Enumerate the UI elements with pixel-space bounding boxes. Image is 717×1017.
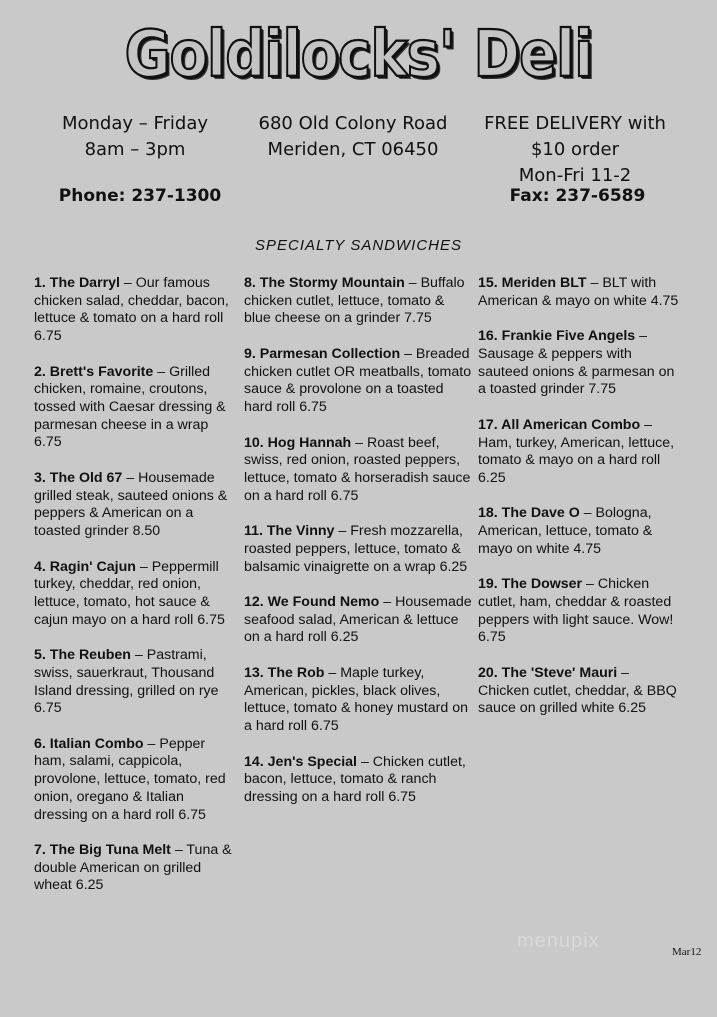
item-desc: Ham, turkey, American, lettuce, tomato & mayo on a hard roll 6.25 — [478, 434, 675, 486]
delivery-line-1: FREE DELIVERY with — [484, 113, 666, 134]
menu-item: 1. The Darryl – Our famous chicken salad, cheddar, bacon, lettuce & tomato on a hard roll 6.75 — [34, 275, 229, 345]
item-desc: BLT with American & mayo on white 4.75 — [478, 275, 679, 309]
item-desc: Grilled chicken, romaine, croutons, tossed with Caesar dressing & parmesan cheese in a wrap 6.75 — [34, 363, 226, 451]
menu-item: 4. Ragin' Cajun – Peppermill turkey, cheddar, red onion, lettuce, tomato, hot sauce & cajun mayo on a hard roll 6.75 — [34, 558, 225, 628]
menu-item: 3. The Old 67 – Housemade grilled steak, sauteed onions & peppers & American on a toasted grinder 8.50 — [34, 469, 228, 540]
item-name: 1. The Darryl — [34, 275, 120, 291]
menu-item: 10. Hog Hannah – Roast beef, swiss, red onion, roasted peppers, lettuce, tomato & horseradish sauce on a hard roll 6.75 — [244, 434, 471, 504]
hours-block — [45, 111, 225, 163]
delivery-line-3: Mon-Fri 11-2 — [518, 165, 632, 186]
item-desc: Peppermill turkey, cheddar, red onion, lettuce, tomato, hot sauce & cajun mayo on a hard roll 6.75 — [34, 558, 225, 628]
item-name: 3. The Old 67 — [34, 469, 123, 486]
menu-item: 14. Jen's Special – Chicken cutlet, bacon, lettuce, tomato & ranch dressing on a hard roll 6.75 — [244, 753, 466, 805]
item-desc: Fresh mozzarella, roasted peppers, lettuce, tomato & balsamic vinaigrette on a wrap 6.25 — [244, 523, 468, 575]
item-desc: Bologna, American, lettuce, tomato & mayo on white 4.75 — [478, 505, 653, 557]
deli-title: Goldilocks' Deli — [124, 17, 593, 92]
item-name: 12. We Found Nemo — [244, 594, 380, 611]
menu-item: 16. Frankie Five Angels – Sausage & peppers with sauteed onions & parmesan on a toasted grinder 7.75 — [478, 328, 675, 398]
item-name: 6. Italian Combo — [34, 735, 144, 752]
item-desc: Housemade seafood salad, American & lettuce on a hard roll 6.25 — [244, 594, 472, 646]
menu-column-2 — [244, 275, 474, 824]
item-name: 17. All American Combo — [478, 416, 641, 433]
item-name: 7. The Big Tuna Melt — [34, 842, 171, 859]
item-desc: Pepper ham, salami, cappicola, provolone, lettuce, tomato, red onion, oregano & Italian dressing on a hard roll 6.75 — [34, 735, 226, 823]
menu-column-1 — [34, 275, 234, 913]
item-name: 9. Parmesan Collection — [244, 345, 401, 362]
hours-time: 8am – 3pm — [84, 139, 186, 160]
item-desc: Chicken cutlet, bacon, lettuce, tomato & ranch dressing on a hard roll 6.75 — [244, 753, 466, 805]
item-name: 2. Brett's Favorite — [34, 363, 154, 380]
menu-item: 13. The Rob – Maple turkey, American, pickles, black olives, lettuce, tomato & honey mustard on a hard roll 6.75 — [244, 664, 468, 735]
menu-item: 6. Italian Combo – Pepper ham, salami, cappicola, provolone, lettuce, tomato, red onion, oregano & Italian dressing on a hard roll 6.75 — [34, 735, 226, 823]
menu-column-3 — [478, 275, 683, 736]
watermark: menupix — [517, 930, 600, 952]
delivery-line-2: $10 order — [530, 139, 620, 160]
item-desc: Pastrami, swiss, sauerkraut, Thousand Island dressing, grilled on rye 6.75 — [34, 647, 219, 717]
menu-item: 9. Parmesan Collection – Breaded chicken cutlet OR meatballs, tomato sauce & provolone on a toasted hard roll 6.75 — [244, 345, 472, 416]
item-name: 8. The Stormy Mountain — [244, 275, 405, 291]
item-name: 18. The Dave O — [478, 505, 580, 522]
item-name: 5. The Reuben — [34, 647, 131, 664]
phone-number: Phone: 237-1300 — [58, 186, 222, 206]
menu-item: 18. The Dave O – Bologna, American, lettuce, tomato & mayo on white 4.75 — [478, 505, 653, 557]
menu-item: 2. Brett's Favorite – Grilled chicken, romaine, croutons, tossed with Caesar dressing & parmesan cheese in a wrap 6.75 — [34, 363, 226, 451]
address-street: 680 Old Colony Road — [258, 113, 448, 134]
item-desc: Sausage & peppers with sauteed onions & parmesan on a toasted grinder 7.75 — [478, 345, 675, 398]
menu-item: 11. The Vinny – Fresh mozzarella, roasted peppers, lettuce, tomato & balsamic vinaigrette on a wrap 6.25 — [244, 523, 468, 575]
fax-number: Fax: 237-6589 — [509, 186, 646, 206]
footer-mark: Mar12 — [672, 946, 702, 958]
item-name: 4. Ragin' Cajun — [34, 558, 136, 575]
item-desc: Roast beef, swiss, red onion, roasted peppers, lettuce, tomato & horseradish sauce on a hard roll 6.75 — [244, 434, 471, 504]
menu-item: 15. Meriden BLT – BLT with American & mayo on white 4.75 — [478, 275, 679, 309]
menu-item: 20. The 'Steve' Mauri – Chicken cutlet, cheddar, & BBQ sauce on grilled white 6.25 — [478, 664, 677, 717]
item-desc: Our famous chicken salad, cheddar, bacon, lettuce & tomato on a hard roll 6.75 — [34, 275, 229, 345]
hours-days: Monday – Friday — [61, 113, 209, 134]
menu-item: 8. The Stormy Mountain – Buffalo chicken cutlet, lettuce, tomato & blue cheese on a grinder 7.75 — [244, 275, 465, 327]
item-name: 11. The Vinny — [244, 523, 335, 540]
address-city: Meriden, CT 06450 — [267, 139, 439, 160]
menu-item: 19. The Dowser – Chicken cutlet, ham, cheddar & roasted peppers with light sauce. Wow! 6.75 — [478, 576, 674, 646]
item-name: 19. The Dowser — [478, 576, 583, 593]
item-desc: Buffalo chicken cutlet, lettuce, tomato & blue cheese on a grinder 7.75 — [244, 275, 465, 327]
menu-item: 12. We Found Nemo – Housemade seafood salad, American & lettuce on a hard roll 6.25 — [244, 594, 472, 646]
item-name: 14. Jen's Special — [244, 753, 358, 770]
item-desc: Chicken cutlet, ham, cheddar & roasted peppers with light sauce. Wow! 6.75 — [478, 576, 674, 646]
menu-item: 17. All American Combo – Ham, turkey, American, lettuce, tomato & mayo on a hard roll 6.25 — [478, 416, 675, 486]
item-desc: Housemade grilled steak, sauteed onions & peppers & American on a toasted grinder 8.50 — [34, 469, 228, 540]
section-title: SPECIALTY SANDWICHES — [255, 237, 462, 254]
item-name: 16. Frankie Five Angels — [478, 328, 636, 345]
item-desc: Maple turkey, American, pickles, black olives, lettuce, tomato & honey mustard on a hard roll 6.75 — [244, 664, 468, 735]
item-desc: Breaded chicken cutlet OR meatballs, tomato sauce & provolone on a toasted hard roll 6.75 — [244, 345, 472, 416]
menu-item: 5. The Reuben – Pastrami, swiss, sauerkraut, Thousand Island dressing, grilled on rye 6.75 — [34, 647, 219, 717]
menu-item: 7. The Big Tuna Melt – Tuna & double American on grilled wheat 6.25 — [34, 842, 232, 894]
item-desc: Tuna & double American on grilled wheat 6.25 — [34, 842, 232, 894]
item-name: 15. Meriden BLT — [478, 275, 587, 291]
item-name: 13. The Rob — [244, 664, 325, 681]
delivery-block — [475, 111, 675, 189]
address-block — [248, 111, 458, 163]
item-desc: Chicken cutlet, cheddar, & BBQ sauce on grilled white 6.25 — [478, 682, 677, 717]
item-name: 20. The 'Steve' Mauri — [478, 664, 618, 681]
item-name: 10. Hog Hannah — [244, 434, 352, 451]
